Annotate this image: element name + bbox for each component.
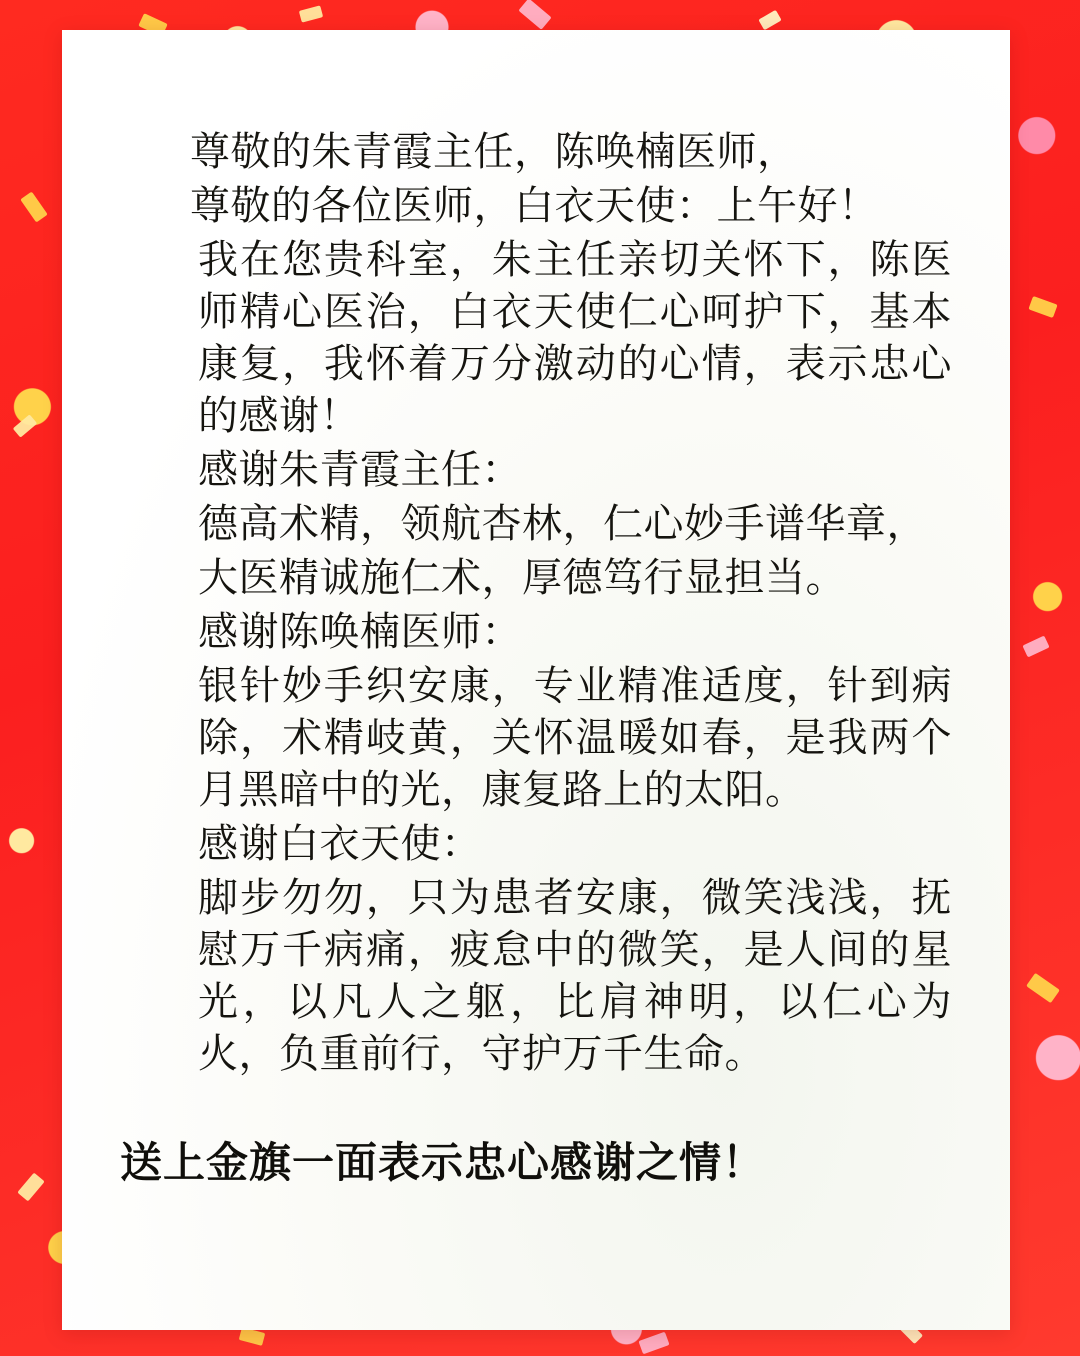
letter-paragraph-intro: 我在您贵科室，朱主任亲切关怀下，陈医师精心医治，白衣天使仁心呵护下，基本康复，我怀着万分激动的心情，表示忠心的感谢！ xyxy=(198,237,952,439)
confetti-piece xyxy=(518,0,551,30)
letter-line-greeting-1: 尊敬的朱青霞主任，陈唤楠医师， xyxy=(190,129,798,175)
letter-paragraph-nurses: 脚步勿勿，只为患者安康，微笑浅浅，抚慰万千病痛，疲怠中的微笑，是人间的星光，以凡人之躯，比肩神明，以仁心为火，负重前行，守护万千生命。 xyxy=(198,875,952,1077)
letter-line-greeting-2: 尊敬的各位医师，白衣天使：上午好！ xyxy=(190,183,879,229)
confetti-piece xyxy=(1028,296,1057,318)
confetti-piece xyxy=(17,1173,44,1202)
letter-paper xyxy=(62,30,1010,1330)
confetti-piece xyxy=(1026,973,1060,1003)
confetti-piece xyxy=(13,414,38,437)
letter-body xyxy=(62,30,1010,1082)
letter-closing: 送上金旗一面表示忠心感谢之情！ xyxy=(120,1138,766,1187)
confetti-piece xyxy=(638,1332,669,1355)
confetti-piece xyxy=(1022,636,1049,658)
letter-verse-zhu-1: 德高术精，领航杏林，仁心妙手谱华章， xyxy=(198,501,927,547)
confetti-piece xyxy=(758,10,781,30)
confetti-piece xyxy=(299,5,323,22)
letter-heading-thanks-zhu: 感谢朱青霞主任： xyxy=(198,447,522,493)
letter-heading-thanks-nurses: 感谢白衣天使： xyxy=(198,821,482,867)
confetti-piece xyxy=(20,192,48,223)
letter-verse-zhu-2: 大医精诚施仁术，厚德笃行显担当。 xyxy=(198,555,846,601)
letter-heading-thanks-chen: 感谢陈唤楠医师： xyxy=(198,609,522,655)
letter-paragraph-chen: 银针妙手织安康，专业精准适度，针到病除，术精岐黄，关怀温暖如春，是我两个月黑暗中的光，康复路上的太阳。 xyxy=(198,663,952,813)
